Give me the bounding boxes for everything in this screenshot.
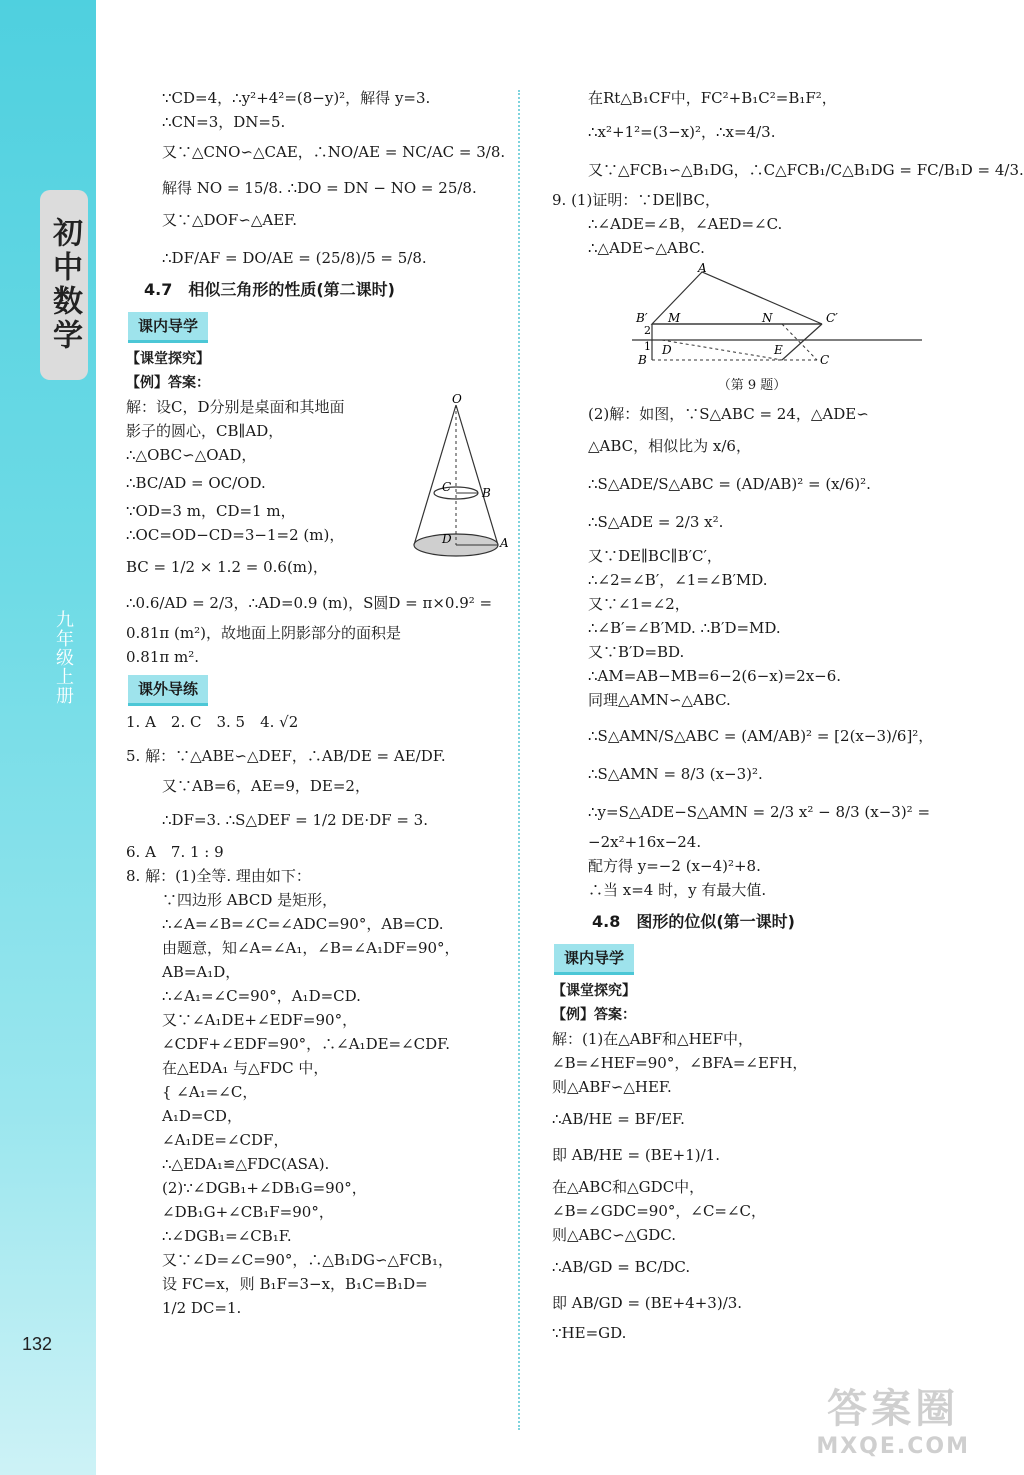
banner-kenei-2: 课内导学 (554, 944, 634, 975)
text-line: 影子的圆心，CB∥AD， (126, 422, 284, 440)
text-line: 又∵AB=6，AE=9，DE=2， (162, 777, 370, 795)
answer-line: 1. A 2. C 3. 5 4. √2 (126, 713, 299, 731)
text-line: 解得 NO = 15/8. ∴DO = DN − NO = 25/8. (162, 179, 477, 197)
ketang-heading-2: 【课堂探究】 (552, 983, 636, 999)
text-line: ∴DF=3. ∴S△DEF = 1/2 DE·DF = 3. (162, 811, 428, 829)
fig9-label-b: B (638, 353, 647, 367)
section-title-4-7: 4.7 相似三角形的性质(第二课时) (144, 280, 395, 299)
text-line: ∵OD=3 m，CD=1 m， (126, 502, 296, 520)
text-line: (2)∵∠DGB₁+∠DB₁G=90°， (162, 1179, 367, 1197)
text-line: ∴AB/HE = BF/EF. (552, 1110, 685, 1128)
text-line: 配方得 y=−2 (x−4)²+8. (588, 857, 761, 875)
section-title-4-8: 4.8 图形的位似(第一课时) (592, 912, 795, 931)
text-line: ∴CN=3，DN=5. (162, 113, 286, 131)
text-line: 0.81π (m²)，故地面上阴影部分的面积是 (126, 624, 401, 642)
text-line: 1/2 DC=1. (162, 1299, 242, 1317)
text-line: { ∠A₁=∠C， (162, 1083, 258, 1101)
text-line: ∴∠DGB₁=∠CB₁F. (162, 1227, 292, 1245)
fig9-label-bp: B′ (636, 311, 648, 325)
fig9-label-c: C (820, 353, 830, 367)
fig9-label-1: 1 (644, 340, 651, 353)
fig9-label-m: M (668, 311, 681, 325)
text-line: ∴∠ADE=∠B，∠AED=∠C. (588, 215, 783, 233)
banner-kewai: 课外导练 (128, 675, 208, 706)
text-line: 又∵△DOF∽△AEF. (162, 211, 297, 229)
text-line: BC = 1/2 × 1.2 = 0.6(m)， (126, 558, 328, 576)
text-line: 又∵B′D=BD. (588, 643, 685, 661)
text-line: ∴0.6/AD = 2/3，∴AD=0.9 (m)，S圆D = π×0.9² = (126, 594, 493, 612)
text-line: ∵CD=4，∴y²+4²=(8−y)²，解得 y=3. (162, 89, 431, 107)
text-line: ∴DF/AF = DO/AE = (25/8)/5 = 5/8. (162, 249, 427, 267)
cone-figure (406, 392, 509, 565)
text-line: 由题意，知∠A=∠A₁，∠B=∠A₁DF=90°， (162, 939, 460, 957)
watermark-url: MXQE.COM (816, 1434, 970, 1459)
column-divider (518, 90, 520, 1430)
text-line: ∴S△AMN = 8/3 (x−3)². (588, 765, 763, 783)
text-line: ∴∠A₁=∠C=90°，A₁D=CD. (162, 987, 361, 1005)
text-line: 又∵∠1=∠2， (588, 595, 690, 613)
text-line: ∠A₁DE=∠CDF， (162, 1131, 289, 1149)
text-line: 同理△AMN∽△ABC. (588, 691, 731, 709)
grade-label: 九年级上册 (53, 610, 74, 705)
fig9-label-a: A (698, 261, 707, 275)
text-line: 设 FC=x，则 B₁F=3−x，B₁C=B₁D= (162, 1275, 428, 1293)
text-line: ∵HE=GD. (552, 1324, 627, 1342)
text-line: ∴AM=AB−MB=6−2(6−x)=2x−6. (588, 667, 842, 685)
text-line: ∴△OBC∽△OAD， (126, 446, 257, 464)
text-line: ∠B=∠HEF=90°，∠BFA=∠EFH， (552, 1054, 808, 1072)
text-line: 5. 解：∵△ABE∽△DEF，∴AB/DE = AE/DF. (126, 747, 446, 765)
page-number: 132 (22, 1334, 53, 1354)
text-line: ∴∠2=∠B′，∠1=∠B′MD. (588, 571, 768, 589)
text-line: −2x²+16x−24. (588, 833, 702, 851)
left-column (126, 86, 509, 1320)
text-line: 即 AB/HE = (BE+1)/1. (552, 1146, 720, 1164)
text-line: 在△EDA₁ 与△FDC 中， (162, 1059, 329, 1077)
text-line: ∴∠B′=∠B′MD. ∴B′D=MD. (588, 619, 781, 637)
text-line: ∴当 x=4 时，y 有最大值. (588, 881, 767, 899)
text-line: 0.81π m². (126, 648, 200, 666)
text-line: ∵四边形 ABCD 是矩形， (162, 891, 338, 909)
example-heading-2: 【例】答案： (552, 1007, 636, 1023)
text-line: (2)解：如图，∵S△ABC = 24，△ADE∽ (588, 405, 869, 423)
text-line: ∴BC/AD = OC/OD. (126, 474, 266, 492)
text-line: ∴y=S△ADE−S△AMN = 2/3 x² − 8/3 (x−3)² = (588, 803, 931, 821)
text-line: 又∵△FCB₁∽△B₁DG，∴C△FCB₁/C△B₁DG = FC/B₁D = 4/3. (588, 161, 1024, 179)
text-line: ∴△EDA₁≌△FDC(ASA). (162, 1155, 330, 1173)
banner-kenei: 课内导学 (128, 312, 208, 343)
text-line: ∴△ADE∽△ABC. (588, 239, 705, 257)
example-heading: 【例】答案： (126, 375, 210, 391)
text-line: 又∵∠D=∠C=90°，∴△B₁DG∽△FCB₁， (162, 1251, 453, 1269)
watermark-logo-text: 答案圈 (827, 1386, 960, 1432)
subject-title: 初中数学 (47, 217, 82, 353)
text-line: 又∵△CNO∽△CAE，∴NO/AE = NC/AC = 3/8. (162, 143, 506, 161)
text-line: ∠CDF+∠EDF=90°，∴∠A₁DE=∠CDF. (162, 1035, 451, 1053)
text-line: ∠B=∠GDC=90°，∠C=∠C， (552, 1202, 767, 1220)
fig9-label-cp: C′ (826, 311, 838, 325)
text-line: 解：设C，D分别是桌面和其地面 (126, 398, 345, 416)
fig9-label-d: D (662, 343, 672, 357)
text-line: ∴S△ADE = 2/3 x². (588, 513, 724, 531)
text-line: 8. 解：(1)全等. 理由如下： (126, 867, 311, 885)
figure-9 (622, 261, 942, 374)
text-line: 解：(1)在△ABF和△HEF中， (552, 1030, 754, 1048)
label-d: D (442, 532, 452, 546)
figure-9-caption: （第 9 题） (717, 378, 787, 393)
text-line: AB=A₁D， (162, 963, 241, 981)
text-line: ∴S△AMN/S△ABC = (AM/AB)² = [2(x−3)/6]²， (588, 727, 934, 745)
label-a: A (500, 536, 509, 550)
text-line: 又∵DE∥BC∥B′C′， (588, 547, 722, 565)
answer-line: 6. A 7. 1 : 9 (126, 843, 224, 861)
text-line: ∴AB/GD = BC/DC. (552, 1258, 691, 1276)
fig9-label-2: 2 (644, 324, 651, 337)
text-line: ∴S△ADE/S△ABC = (AD/AB)² = (x/6)². (588, 475, 871, 493)
text-line: ∴x²+1²=(3−x)²，∴x=4/3. (588, 123, 776, 141)
sidebar (0, 0, 96, 1475)
fig9-label-e: E (774, 343, 783, 357)
label-o: O (452, 392, 462, 406)
text-line: 在△ABC和△GDC中， (552, 1178, 705, 1196)
label-b: B (482, 486, 491, 500)
text-line: 9. (1)证明：∵DE∥BC， (552, 191, 721, 209)
text-line: △ABC，相似比为 x/6， (588, 437, 751, 455)
right-column (552, 86, 1024, 1345)
text-line: 在Rt△B₁CF中，FC²+B₁C²=B₁F²， (588, 89, 837, 107)
watermark (816, 1377, 970, 1459)
text-line: A₁D=CD， (162, 1107, 242, 1125)
subject-box (40, 190, 88, 380)
label-c: C (442, 480, 452, 494)
text-line: ∴∠A=∠B=∠C=∠ADC=90°，AB=CD. (162, 915, 444, 933)
ketang-heading: 【课堂探究】 (126, 351, 210, 367)
text-line: 即 AB/GD = (BE+4+3)/3. (552, 1294, 743, 1312)
text-line: 则△ABC∽△GDC. (552, 1226, 676, 1244)
text-line: 则△ABF∽△HEF. (552, 1078, 672, 1096)
text-line: ∴OC=OD−CD=3−1=2 (m)， (126, 526, 345, 544)
text-line: ∠DB₁G+∠CB₁F=90°， (162, 1203, 334, 1221)
fig9-label-n: N (762, 311, 773, 325)
text-line: 又∵∠A₁DE+∠EDF=90°， (162, 1011, 358, 1029)
